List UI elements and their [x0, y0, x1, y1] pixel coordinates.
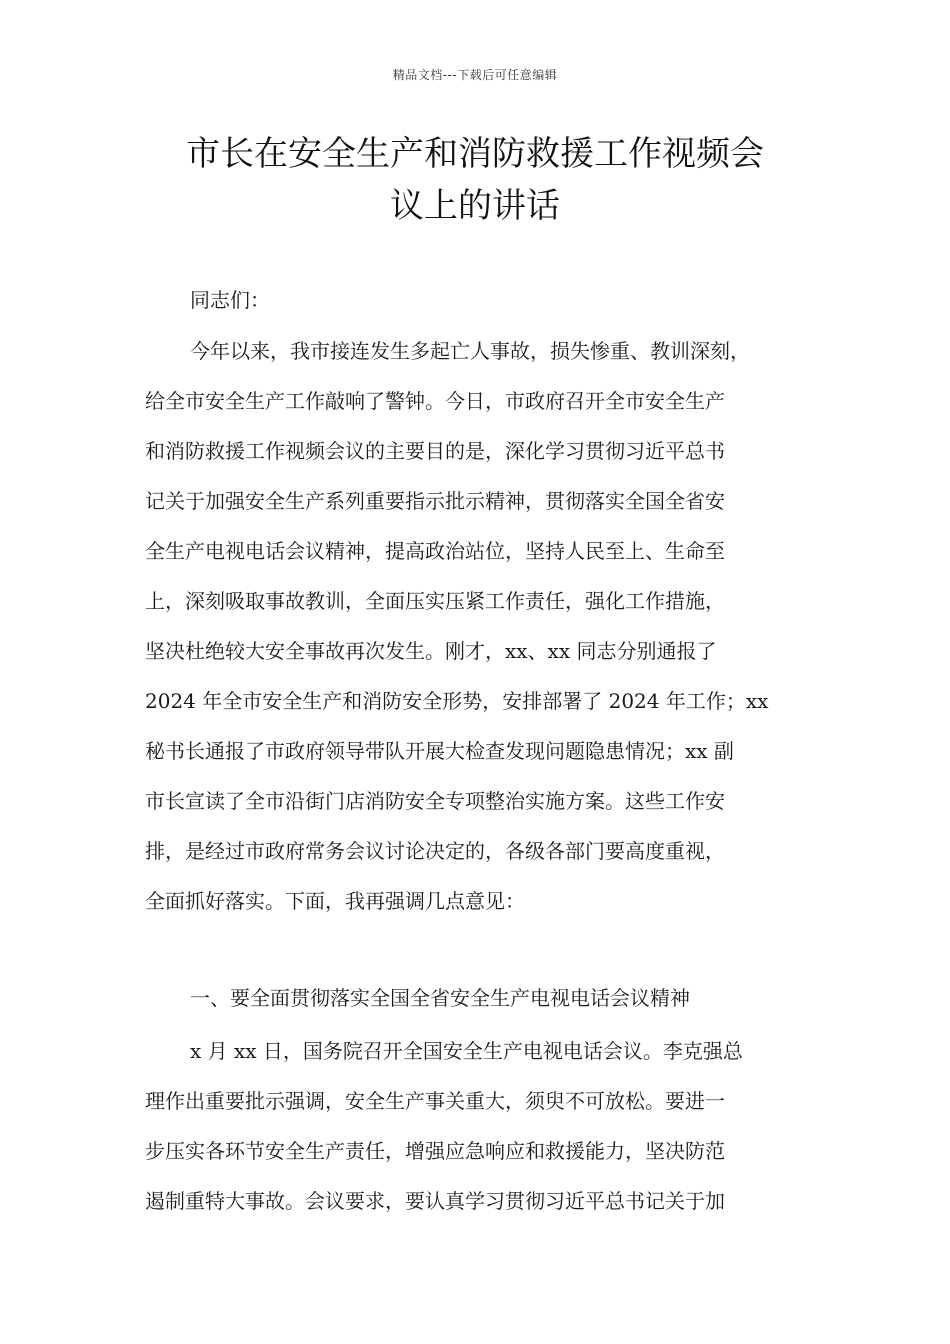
paragraph-line: 遏制重特大事故。会议要求，要认真学习贯彻习近平总书记关于加	[145, 1189, 725, 1213]
paragraph-line: 步压实各环节安全生产责任，增强应急响应和救援能力，坚决防范	[145, 1139, 725, 1163]
paragraph-line: 全生产电视电话会议精神，提高政治站位，坚持人民至上、生命至	[145, 539, 725, 563]
paragraph-line: 2024 年全市安全生产和消防安全形势，安排部署了 2024 年工作；xx	[145, 689, 769, 713]
paragraph-line: 记关于加强安全生产系列重要指示批示精神，贯彻落实全国全省安	[145, 489, 725, 513]
document-title	[120, 128, 830, 232]
paragraph-line: x 月 xx 日，国务院召开全国安全生产电视电话会议。李克强总	[190, 1039, 743, 1063]
paragraph-line: 排，是经过市政府常务会议讨论决定的，各级各部门要高度重视，	[145, 839, 725, 863]
section-heading: 一、要全面贯彻落实全国全省安全生产电视电话会议精神	[190, 986, 690, 1010]
title-line: 市长在安全生产和消防救援工作视频会	[186, 134, 764, 174]
paragraph-line: 市长宣读了全市沿街门店消防安全专项整治实施方案。这些工作安	[145, 789, 725, 813]
paragraph-line: 今年以来，我市接连发生多起亡人事故，损失惨重、教训深刻，	[190, 339, 750, 363]
paragraph-line: 秘书长通报了市政府领导带队开展大检查发现问题隐患情况；xx 副	[145, 739, 734, 763]
paragraph-line: 理作出重要批示强调，安全生产事关重大，须臾不可放松。要进一	[145, 1089, 725, 1113]
paragraph-line: 给全市安全生产工作敲响了警钟。今日，市政府召开全市安全生产	[145, 389, 725, 413]
paragraph-line: 和消防救援工作视频会议的主要目的是，深化学习贯彻习近平总书	[145, 439, 725, 463]
title-line: 议上的讲话	[390, 186, 560, 226]
paragraph-line: 上，深刻吸取事故教训，全面压实压紧工作责任，强化工作措施，	[145, 589, 725, 613]
paragraph-line: 坚决杜绝较大安全事故再次发生。刚才，xx、xx 同志分别通报了	[145, 639, 717, 663]
paragraph-line: 全面抓好落实。下面，我再强调几点意见：	[145, 889, 525, 913]
header-note: 精品文档---下载后可任意编辑	[392, 68, 558, 82]
greeting: 同志们：	[190, 288, 270, 312]
